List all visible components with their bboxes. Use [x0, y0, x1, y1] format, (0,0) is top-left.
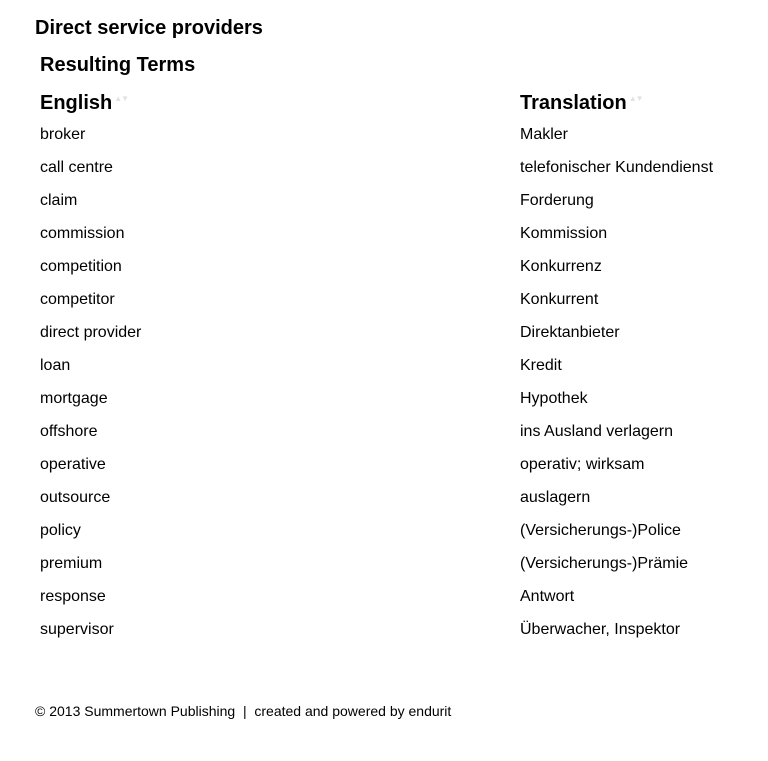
term-english: supervisor — [40, 621, 114, 638]
table-row — [40, 349, 740, 382]
table-row — [40, 580, 740, 613]
term-translation: Kommission — [520, 225, 608, 242]
table-row — [40, 547, 740, 580]
column-header-translation-label: Translation — [520, 92, 627, 114]
table-header-row — [40, 88, 740, 118]
term-translation: Forderung — [520, 192, 594, 209]
page-title: Direct service providers — [35, 17, 263, 39]
term-english: commission — [40, 225, 125, 242]
term-english: offshore — [40, 423, 98, 440]
table-row — [40, 118, 740, 151]
term-translation: operativ; wirksam — [520, 456, 645, 473]
table-row — [40, 184, 740, 217]
term-english: competitor — [40, 291, 115, 308]
term-english: policy — [40, 522, 81, 539]
term-english: broker — [40, 126, 86, 143]
table-row — [40, 217, 740, 250]
table-row — [40, 514, 740, 547]
term-translation: (Versicherungs-)Police — [520, 522, 681, 539]
table-row — [40, 415, 740, 448]
table-row — [40, 151, 740, 184]
table-row — [40, 613, 740, 646]
term-english: loan — [40, 357, 71, 374]
term-translation: (Versicherungs-)Prämie — [520, 555, 689, 572]
term-translation: Antwort — [520, 588, 575, 605]
term-translation: Hypothek — [520, 390, 588, 407]
column-header-english[interactable] — [40, 88, 520, 118]
term-english: mortgage — [40, 390, 108, 407]
section-title: Resulting Terms — [40, 54, 196, 76]
footer-copyright: © 2013 Summertown Publishing | created and powered by endurit — [35, 703, 452, 719]
term-translation: Überwacher, Inspektor — [520, 621, 681, 638]
table-row — [40, 283, 740, 316]
table-row — [40, 448, 740, 481]
term-english: direct provider — [40, 324, 142, 341]
term-translation: Direktanbieter — [520, 324, 620, 341]
term-translation: Makler — [520, 126, 569, 143]
table-row — [40, 250, 740, 283]
term-translation: auslagern — [520, 489, 591, 506]
term-english: claim — [40, 192, 78, 209]
table-row — [40, 481, 740, 514]
term-english: response — [40, 588, 106, 605]
term-english: call centre — [40, 159, 113, 176]
term-translation: telefonischer Kundendienst — [520, 159, 714, 176]
term-english: operative — [40, 456, 106, 473]
term-translation: Kredit — [520, 357, 562, 374]
sort-icon: ▲▼ — [114, 94, 129, 103]
column-header-translation[interactable] — [520, 88, 740, 118]
column-header-english-label: English — [40, 92, 113, 114]
term-english: premium — [40, 555, 103, 572]
term-translation: ins Ausland verlagern — [520, 423, 673, 440]
term-translation: Konkurrenz — [520, 258, 602, 275]
sort-icon: ▲▼ — [628, 94, 643, 103]
term-english: competition — [40, 258, 122, 275]
term-english: outsource — [40, 489, 111, 506]
terms-table — [40, 88, 740, 646]
term-translation: Konkurrent — [520, 291, 599, 308]
table-row — [40, 316, 740, 349]
table-row — [40, 382, 740, 415]
